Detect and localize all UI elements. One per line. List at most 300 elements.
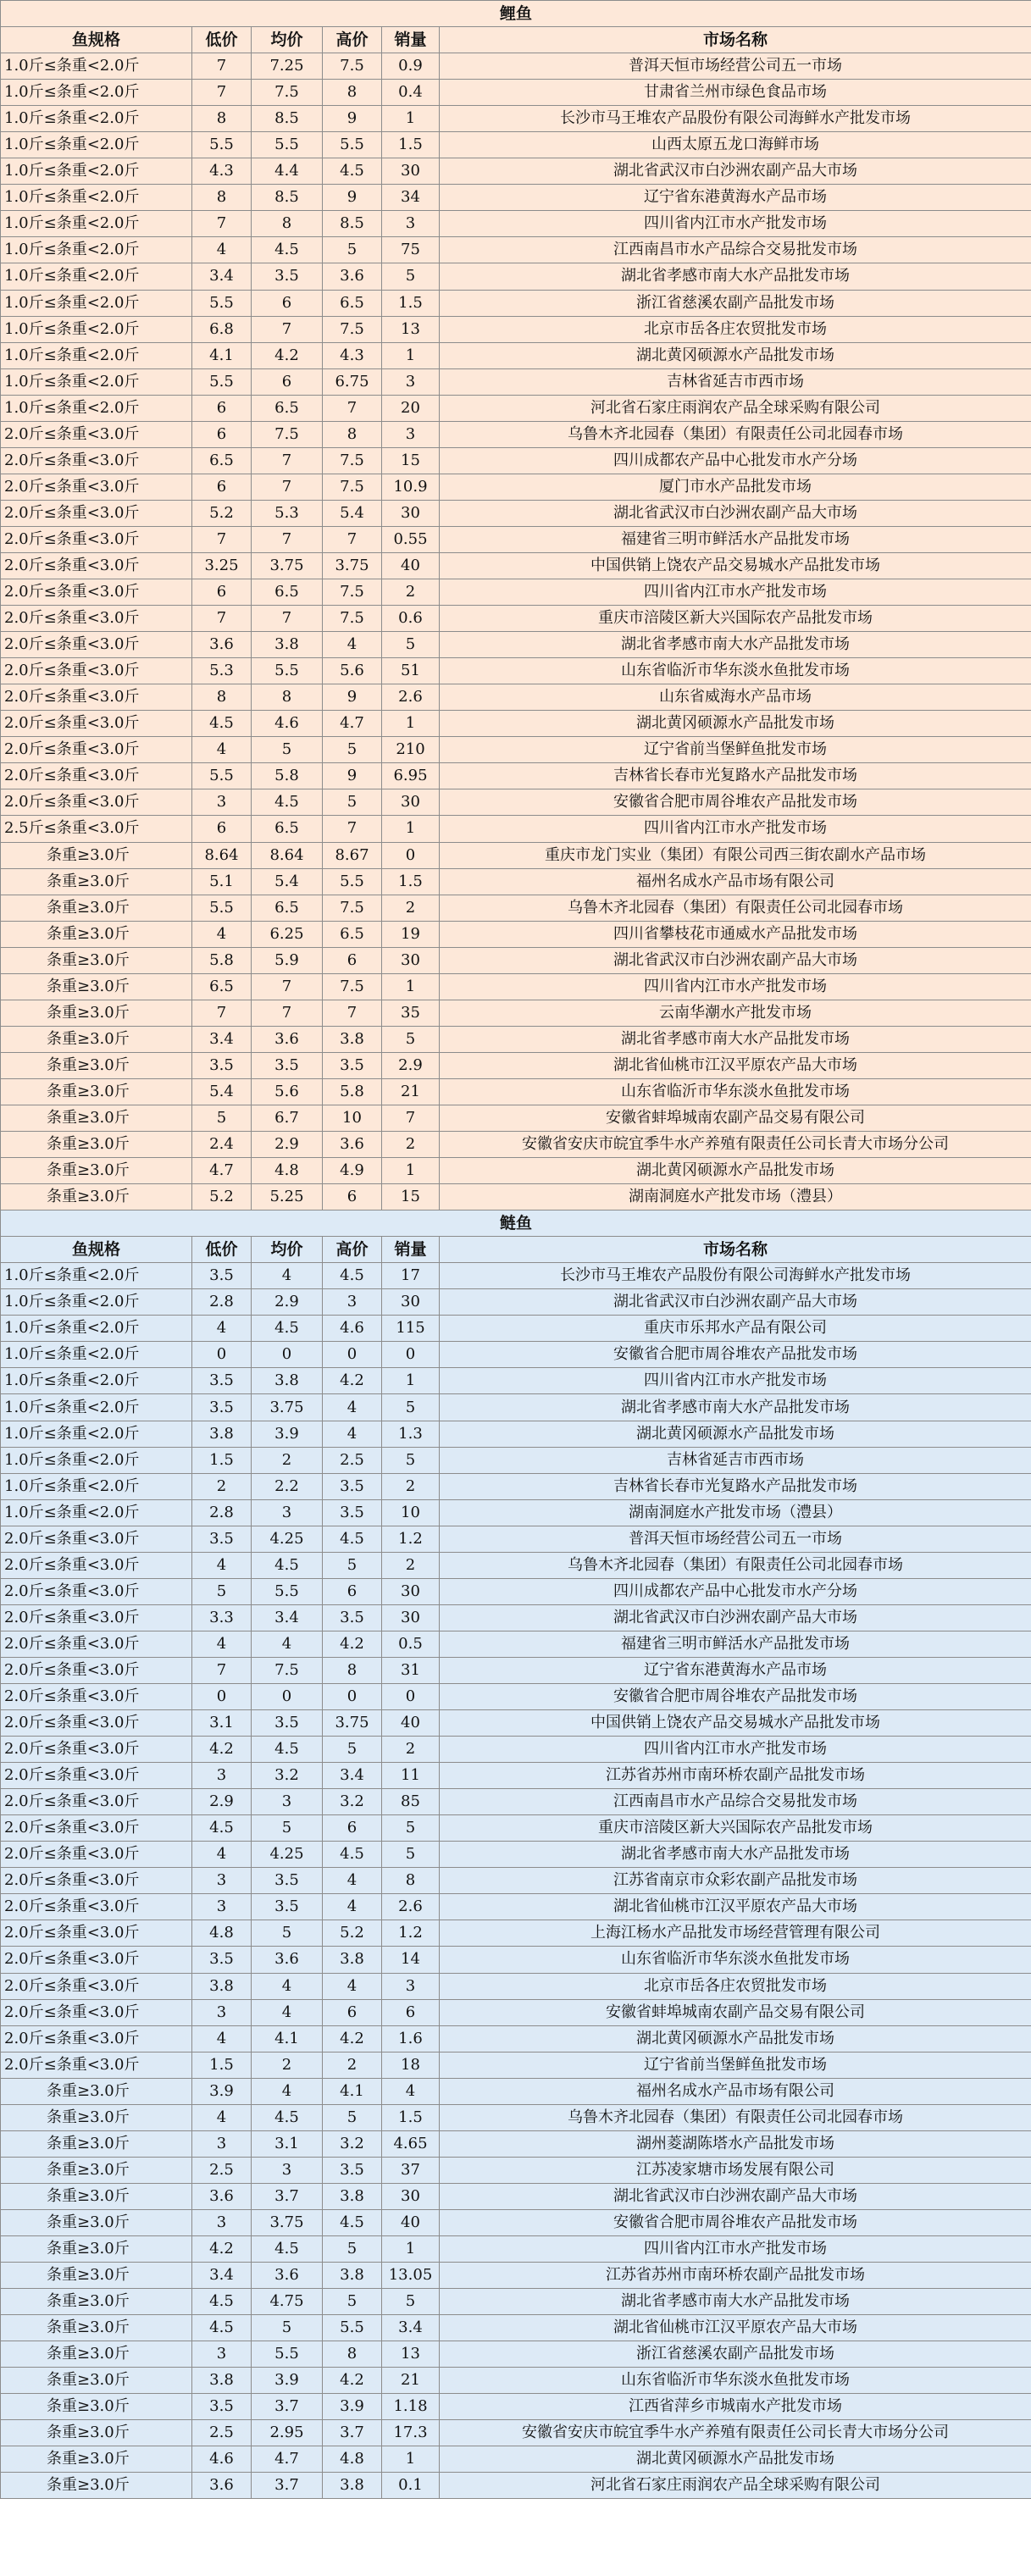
cell-volume: 15	[382, 1184, 440, 1210]
cell-avg: 3.6	[252, 1947, 323, 1973]
cell-avg: 5.3	[252, 500, 323, 526]
table-row	[1, 290, 1031, 316]
cell-market: 乌鲁木齐北园春（集团）有限责任公司北园春市场	[440, 895, 1031, 921]
cell-volume: 13	[382, 316, 440, 342]
cell-low: 3.6	[192, 2473, 252, 2499]
column-header-low: 低价	[192, 27, 252, 53]
cell-volume: 21	[382, 2368, 440, 2394]
cell-low: 8	[192, 106, 252, 132]
cell-high: 3.8	[323, 2183, 382, 2209]
cell-low: 7	[192, 53, 252, 80]
cell-low: 3	[192, 2341, 252, 2368]
cell-volume: 0.4	[382, 80, 440, 106]
cell-volume: 5	[382, 1026, 440, 1052]
column-header-avg: 均价	[252, 1237, 323, 1263]
cell-avg: 0	[252, 1684, 323, 1710]
cell-spec: 2.0斤≤条重<3.0斤	[1, 711, 192, 737]
cell-low: 0	[192, 1342, 252, 1368]
cell-avg: 5	[252, 737, 323, 763]
cell-spec: 条重≥3.0斤	[1, 895, 192, 921]
cell-low: 5.4	[192, 1078, 252, 1105]
cell-avg: 4.6	[252, 711, 323, 737]
cell-high: 4	[323, 1868, 382, 1894]
cell-low: 4.7	[192, 1158, 252, 1184]
cell-spec: 条重≥3.0斤	[1, 2130, 192, 2157]
cell-spec: 条重≥3.0斤	[1, 2420, 192, 2446]
cell-high: 4.1	[323, 2078, 382, 2104]
cell-volume: 75	[382, 237, 440, 263]
cell-spec: 2.0斤≤条重<3.0斤	[1, 2052, 192, 2078]
cell-spec: 1.0斤≤条重<2.0斤	[1, 1289, 192, 1316]
cell-high: 4	[323, 632, 382, 658]
cell-high: 6	[323, 947, 382, 973]
cell-volume: 30	[382, 158, 440, 185]
cell-high: 4.9	[323, 1158, 382, 1184]
cell-high: 3	[323, 1289, 382, 1316]
cell-market: 云南华潮水产批发市场	[440, 1000, 1031, 1026]
table-row	[1, 158, 1031, 185]
cell-volume: 3	[382, 368, 440, 395]
cell-spec: 条重≥3.0斤	[1, 1158, 192, 1184]
table-row	[1, 1026, 1031, 1052]
cell-market: 四川省内江市水产批发市场	[440, 1737, 1031, 1763]
cell-low: 7	[192, 606, 252, 632]
cell-low: 3.5	[192, 1526, 252, 1552]
cell-volume: 6	[382, 1999, 440, 2025]
cell-market: 重庆市龙门实业（集团）有限公司西三街农副水产品市场	[440, 842, 1031, 868]
table-row	[1, 1421, 1031, 1447]
cell-avg: 7.5	[252, 80, 323, 106]
cell-low: 4	[192, 1552, 252, 1578]
cell-avg: 6.7	[252, 1105, 323, 1131]
cell-low: 3	[192, 1894, 252, 1920]
cell-market: 湖北省武汉市白沙洲农副产品大市场	[440, 1604, 1031, 1631]
cell-avg: 3.75	[252, 552, 323, 579]
table-row	[1, 1894, 1031, 1920]
cell-volume: 5	[382, 1394, 440, 1421]
cell-low: 0	[192, 1684, 252, 1710]
cell-market: 重庆市乐邦水产品有限公司	[440, 1316, 1031, 1342]
cell-avg: 8.5	[252, 106, 323, 132]
cell-avg: 5.6	[252, 1078, 323, 1105]
cell-low: 4	[192, 1316, 252, 1342]
cell-low: 3.1	[192, 1710, 252, 1737]
cell-avg: 7.5	[252, 421, 323, 447]
cell-low: 3.4	[192, 1026, 252, 1052]
cell-avg: 5.4	[252, 868, 323, 895]
cell-avg: 7	[252, 447, 323, 474]
cell-avg: 6.5	[252, 816, 323, 842]
column-header-market: 市场名称	[440, 27, 1031, 53]
cell-spec: 1.0斤≤条重<2.0斤	[1, 1499, 192, 1526]
cell-high: 3.75	[323, 1710, 382, 1737]
table-row	[1, 1473, 1031, 1499]
cell-avg: 3.2	[252, 1763, 323, 1789]
cell-volume: 2	[382, 1737, 440, 1763]
column-header-volume: 销量	[382, 27, 440, 53]
table-row	[1, 1368, 1031, 1394]
cell-low: 5.5	[192, 132, 252, 158]
cell-low: 3.4	[192, 2263, 252, 2289]
cell-high: 7.5	[323, 53, 382, 80]
cell-volume: 1.18	[382, 2394, 440, 2420]
table-row	[1, 2341, 1031, 2368]
cell-avg: 3.5	[252, 1894, 323, 1920]
cell-high: 4	[323, 1394, 382, 1421]
cell-avg: 4.2	[252, 342, 323, 368]
cell-low: 5.5	[192, 368, 252, 395]
cell-low: 7	[192, 1000, 252, 1026]
cell-volume: 1	[382, 2235, 440, 2262]
table-row	[1, 895, 1031, 921]
cell-market: 四川省内江市水产批发市场	[440, 816, 1031, 842]
cell-spec: 2.0斤≤条重<3.0斤	[1, 1973, 192, 1999]
cell-low: 2	[192, 1473, 252, 1499]
cell-avg: 5.5	[252, 132, 323, 158]
cell-low: 4.5	[192, 711, 252, 737]
cell-market: 四川省内江市水产批发市场	[440, 579, 1031, 606]
cell-spec: 条重≥3.0斤	[1, 2446, 192, 2473]
cell-avg: 3.8	[252, 632, 323, 658]
cell-avg: 6.5	[252, 395, 323, 421]
cell-market: 湖北省武汉市白沙洲农副产品大市场	[440, 2183, 1031, 2209]
cell-spec: 1.0斤≤条重<2.0斤	[1, 1368, 192, 1394]
cell-low: 3	[192, 1868, 252, 1894]
cell-market: 湖北省孝感市南大水产品批发市场	[440, 1394, 1031, 1421]
table-row	[1, 1184, 1031, 1210]
cell-market: 山东省威海水产品市场	[440, 684, 1031, 711]
cell-high: 9	[323, 763, 382, 789]
column-header-spec: 鱼规格	[1, 1237, 192, 1263]
cell-low: 6.5	[192, 973, 252, 1000]
table-row	[1, 1526, 1031, 1552]
cell-volume: 30	[382, 789, 440, 816]
cell-volume: 1.5	[382, 132, 440, 158]
cell-low: 5.3	[192, 658, 252, 684]
table-row	[1, 579, 1031, 606]
cell-market: 安徽省安庆市皖宜季牛水产养殖有限责任公司长青大市场分公司	[440, 1132, 1031, 1158]
cell-spec: 1.0斤≤条重<2.0斤	[1, 1342, 192, 1368]
cell-volume: 0	[382, 1684, 440, 1710]
cell-high: 7	[323, 395, 382, 421]
cell-volume: 13	[382, 2341, 440, 2368]
cell-volume: 4	[382, 2078, 440, 2104]
cell-high: 3.5	[323, 1473, 382, 1499]
cell-high: 7.5	[323, 316, 382, 342]
cell-avg: 7.25	[252, 53, 323, 80]
cell-low: 3.5	[192, 1947, 252, 1973]
cell-market: 浙江省慈溪农副产品批发市场	[440, 2341, 1031, 2368]
cell-high: 2	[323, 2052, 382, 2078]
table-row	[1, 500, 1031, 526]
cell-market: 江西南昌市水产品综合交易批发市场	[440, 237, 1031, 263]
cell-avg: 2	[252, 2052, 323, 2078]
table-row	[1, 237, 1031, 263]
cell-market: 吉林省长春市光复路水产品批发市场	[440, 1473, 1031, 1499]
cell-low: 6	[192, 474, 252, 500]
cell-low: 6	[192, 579, 252, 606]
cell-high: 7.5	[323, 973, 382, 1000]
cell-high: 0	[323, 1342, 382, 1368]
cell-volume: 6.95	[382, 763, 440, 789]
table-row	[1, 1447, 1031, 1473]
cell-volume: 30	[382, 2183, 440, 2209]
cell-low: 8	[192, 185, 252, 211]
column-header-volume: 销量	[382, 1237, 440, 1263]
cell-volume: 3	[382, 1973, 440, 1999]
table-row	[1, 1684, 1031, 1710]
cell-low: 4.5	[192, 1815, 252, 1842]
cell-volume: 0.6	[382, 606, 440, 632]
cell-high: 3.8	[323, 1026, 382, 1052]
cell-market: 湖北省武汉市白沙洲农副产品大市场	[440, 1289, 1031, 1316]
cell-low: 3	[192, 2209, 252, 2235]
cell-volume: 5	[382, 1447, 440, 1473]
cell-volume: 0	[382, 842, 440, 868]
cell-low: 4	[192, 921, 252, 947]
cell-spec: 条重≥3.0斤	[1, 842, 192, 868]
cell-market: 河北省石家庄雨润农产品全球采购有限公司	[440, 395, 1031, 421]
cell-spec: 条重≥3.0斤	[1, 1052, 192, 1078]
cell-avg: 4.5	[252, 1737, 323, 1763]
cell-avg: 7	[252, 606, 323, 632]
cell-high: 7.5	[323, 606, 382, 632]
cell-spec: 2.0斤≤条重<3.0斤	[1, 1842, 192, 1868]
cell-avg: 3	[252, 2157, 323, 2183]
table-row	[1, 2263, 1031, 2289]
cell-volume: 2.6	[382, 684, 440, 711]
cell-spec: 2.0斤≤条重<3.0斤	[1, 2025, 192, 2052]
table-row	[1, 1158, 1031, 1184]
cell-market: 四川成都农产品中心批发市水产分场	[440, 1578, 1031, 1604]
cell-low: 5.8	[192, 947, 252, 973]
cell-spec: 1.0斤≤条重<2.0斤	[1, 1316, 192, 1342]
table-row	[1, 1657, 1031, 1683]
cell-volume: 3.4	[382, 2315, 440, 2341]
cell-avg: 4.8	[252, 1158, 323, 1184]
cell-high: 5.2	[323, 1920, 382, 1947]
table-row	[1, 2446, 1031, 2473]
section-title-row	[1, 1, 1031, 27]
cell-high: 3.5	[323, 1499, 382, 1526]
cell-avg: 2.9	[252, 1289, 323, 1316]
cell-market: 吉林省延吉市西市场	[440, 1447, 1031, 1473]
table-row	[1, 1263, 1031, 1289]
cell-market: 四川成都农产品中心批发市水产分场	[440, 447, 1031, 474]
cell-avg: 4.4	[252, 158, 323, 185]
cell-high: 5	[323, 237, 382, 263]
cell-high: 4.2	[323, 1631, 382, 1657]
cell-market: 湖北省孝感市南大水产品批发市场	[440, 632, 1031, 658]
cell-high: 3.5	[323, 1052, 382, 1078]
table-row	[1, 1578, 1031, 1604]
cell-high: 9	[323, 185, 382, 211]
cell-avg: 2.2	[252, 1473, 323, 1499]
cell-volume: 17	[382, 1263, 440, 1289]
table-row	[1, 1499, 1031, 1526]
column-header-high: 高价	[323, 27, 382, 53]
cell-volume: 1	[382, 711, 440, 737]
cell-avg: 6.5	[252, 579, 323, 606]
cell-high: 9	[323, 684, 382, 711]
cell-market: 湖南洞庭水产批发市场（澧县）	[440, 1499, 1031, 1526]
cell-avg: 4.5	[252, 1552, 323, 1578]
cell-market: 湖北省武汉市白沙洲农副产品大市场	[440, 158, 1031, 185]
table-row	[1, 2025, 1031, 2052]
table-row	[1, 316, 1031, 342]
cell-spec: 2.0斤≤条重<3.0斤	[1, 1710, 192, 1737]
cell-volume: 0	[382, 1342, 440, 1368]
cell-spec: 2.0斤≤条重<3.0斤	[1, 552, 192, 579]
cell-spec: 条重≥3.0斤	[1, 2104, 192, 2130]
cell-volume: 2	[382, 895, 440, 921]
cell-volume: 20	[382, 395, 440, 421]
cell-market: 湖北省孝感市南大水产品批发市场	[440, 1026, 1031, 1052]
table-row	[1, 2420, 1031, 2446]
cell-market: 四川省内江市水产批发市场	[440, 2235, 1031, 2262]
cell-high: 8	[323, 1657, 382, 1683]
cell-market: 北京市岳各庄农贸批发市场	[440, 1973, 1031, 1999]
cell-high: 6.5	[323, 290, 382, 316]
cell-high: 5	[323, 1737, 382, 1763]
cell-market: 福州名成水产品市场有限公司	[440, 2078, 1031, 2104]
cell-spec: 条重≥3.0斤	[1, 2315, 192, 2341]
cell-low: 4	[192, 1631, 252, 1657]
cell-low: 4.5	[192, 2289, 252, 2315]
cell-avg: 3.1	[252, 2130, 323, 2157]
table-row	[1, 684, 1031, 711]
cell-market: 辽宁省前当堡鲜鱼批发市场	[440, 737, 1031, 763]
cell-low: 4.5	[192, 2315, 252, 2341]
table-row	[1, 1132, 1031, 1158]
cell-low: 5.1	[192, 868, 252, 895]
table-row	[1, 1552, 1031, 1578]
cell-spec: 1.0斤≤条重<2.0斤	[1, 263, 192, 290]
column-header-spec: 鱼规格	[1, 27, 192, 53]
cell-avg: 6.25	[252, 921, 323, 947]
cell-spec: 1.0斤≤条重<2.0斤	[1, 158, 192, 185]
cell-low: 2.8	[192, 1289, 252, 1316]
table-row	[1, 421, 1031, 447]
cell-low: 8.64	[192, 842, 252, 868]
cell-spec: 1.0斤≤条重<2.0斤	[1, 368, 192, 395]
table-row	[1, 1289, 1031, 1316]
cell-spec: 2.0斤≤条重<3.0斤	[1, 1789, 192, 1815]
cell-low: 5	[192, 1105, 252, 1131]
cell-market: 湖北省武汉市白沙洲农副产品大市场	[440, 500, 1031, 526]
cell-market: 上海江杨水产品批发市场经营管理有限公司	[440, 1920, 1031, 1947]
cell-high: 3.7	[323, 2420, 382, 2446]
cell-high: 3.2	[323, 2130, 382, 2157]
cell-volume: 1.2	[382, 1920, 440, 1947]
cell-low: 3	[192, 789, 252, 816]
cell-market: 湖北省孝感市南大水产品批发市场	[440, 263, 1031, 290]
cell-market: 吉林省延吉市西市场	[440, 368, 1031, 395]
cell-low: 2.5	[192, 2420, 252, 2446]
table-row	[1, 53, 1031, 80]
cell-market: 福州名成水产品市场有限公司	[440, 868, 1031, 895]
cell-avg: 7	[252, 316, 323, 342]
cell-volume: 1	[382, 973, 440, 1000]
cell-market: 江西省萍乡市城南水产批发市场	[440, 2394, 1031, 2420]
cell-high: 6	[323, 1999, 382, 2025]
cell-spec: 条重≥3.0斤	[1, 1026, 192, 1052]
cell-high: 7.5	[323, 474, 382, 500]
section-title: 鲢鱼	[1, 1210, 1031, 1237]
cell-high: 0	[323, 1684, 382, 1710]
cell-volume: 2	[382, 1552, 440, 1578]
table-row	[1, 552, 1031, 579]
cell-volume: 0.1	[382, 2473, 440, 2499]
cell-avg: 4	[252, 1999, 323, 2025]
table-row	[1, 1973, 1031, 1999]
cell-spec: 1.0斤≤条重<2.0斤	[1, 1394, 192, 1421]
cell-market: 安徽省合肥市周谷堆农产品批发市场	[440, 1342, 1031, 1368]
column-header-high: 高价	[323, 1237, 382, 1263]
table-row	[1, 1868, 1031, 1894]
cell-volume: 5	[382, 2289, 440, 2315]
cell-avg: 4.25	[252, 1842, 323, 1868]
cell-high: 4	[323, 1421, 382, 1447]
cell-spec: 1.0斤≤条重<2.0斤	[1, 106, 192, 132]
section-title-row	[1, 1210, 1031, 1237]
cell-spec: 2.0斤≤条重<3.0斤	[1, 526, 192, 552]
cell-high: 4.2	[323, 2368, 382, 2394]
cell-spec: 2.0斤≤条重<3.0斤	[1, 1920, 192, 1947]
cell-high: 4.5	[323, 1526, 382, 1552]
cell-volume: 15	[382, 447, 440, 474]
cell-spec: 2.0斤≤条重<3.0斤	[1, 1684, 192, 1710]
cell-spec: 2.0斤≤条重<3.0斤	[1, 1763, 192, 1789]
cell-avg: 4.25	[252, 1526, 323, 1552]
cell-market: 湖北黄冈硕源水产品批发市场	[440, 711, 1031, 737]
cell-high: 8.67	[323, 842, 382, 868]
price-table-body	[1, 1, 1031, 2499]
cell-volume: 10	[382, 1499, 440, 1526]
cell-market: 湖北省仙桃市江汉平原农产品大市场	[440, 2315, 1031, 2341]
table-row	[1, 658, 1031, 684]
cell-spec: 2.0斤≤条重<3.0斤	[1, 1737, 192, 1763]
cell-high: 5	[323, 2104, 382, 2130]
cell-high: 8.5	[323, 211, 382, 237]
cell-avg: 5	[252, 2315, 323, 2341]
cell-avg: 5.25	[252, 1184, 323, 1210]
cell-spec: 2.0斤≤条重<3.0斤	[1, 606, 192, 632]
cell-market: 吉林省长春市光复路水产品批发市场	[440, 763, 1031, 789]
cell-high: 4	[323, 1894, 382, 1920]
cell-volume: 40	[382, 2209, 440, 2235]
cell-volume: 10.9	[382, 474, 440, 500]
cell-avg: 4	[252, 1973, 323, 1999]
column-header-row	[1, 27, 1031, 53]
cell-low: 4	[192, 2104, 252, 2130]
cell-spec: 1.0斤≤条重<2.0斤	[1, 80, 192, 106]
cell-high: 5	[323, 2235, 382, 2262]
cell-avg: 3.6	[252, 2263, 323, 2289]
table-row	[1, 1920, 1031, 1947]
table-row	[1, 342, 1031, 368]
cell-high: 4.5	[323, 158, 382, 185]
table-row	[1, 1105, 1031, 1131]
cell-high: 4.7	[323, 711, 382, 737]
cell-spec: 2.0斤≤条重<3.0斤	[1, 1657, 192, 1683]
cell-volume: 40	[382, 1710, 440, 1737]
cell-high: 3.75	[323, 552, 382, 579]
table-row	[1, 263, 1031, 290]
cell-low: 3.6	[192, 2183, 252, 2209]
cell-avg: 7	[252, 973, 323, 1000]
cell-volume: 210	[382, 737, 440, 763]
